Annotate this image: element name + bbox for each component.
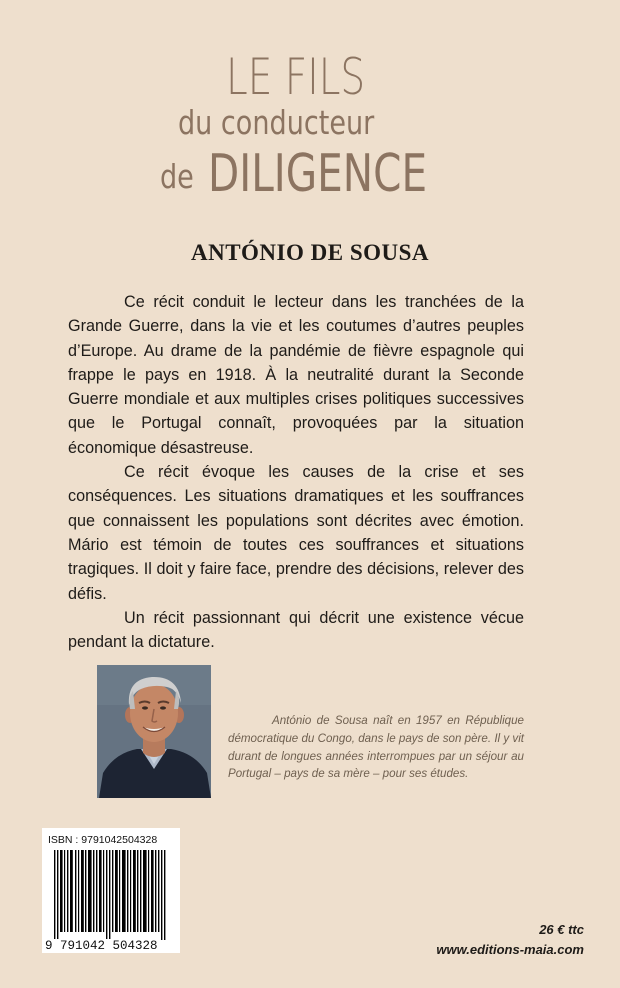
author-bio — [228, 712, 524, 783]
blurb-paragraph-2: Ce récit évoque les causes de la crise et ses conséquences. Les situations dramatiques et les souffrances que connaissent les populations sont décrites avec émotion. Mário est témoin de toutes ces souffrances et situations tragiques. Il doit y faire face, prendre des décisions, relever des défis. — [68, 463, 524, 603]
title-line-3-small: de — [160, 157, 194, 196]
author-name: ANTÓNIO DE SOUSA — [190, 240, 430, 265]
title-line-3-large: DILIGENCE — [208, 144, 428, 204]
title-line-1: LE FILS — [226, 48, 366, 106]
blurb-paragraph-3: Un récit passionnant qui décrit une existence vécue pendant la dictature. — [68, 608, 524, 652]
author-portrait-image — [97, 665, 211, 798]
title-line-2: du conducteur — [178, 103, 375, 142]
author-photo — [97, 665, 211, 798]
publisher-website: www.editions-maia.com — [436, 942, 584, 957]
blurb-paragraph-1: Ce récit conduit le lecteur dans les tranchées de la Grande Guerre, dans la vie et les coutumes d’autres peuples d’Europe. Au drame de la pandémie de fièvre espagnole qui frappe le pays en 1918. À la neutralité durant la Seconde Guerre mondiale et aux multiples crises politiques successives que le Portugal connaît, provoquées par la situation économique désastreuse. — [68, 293, 524, 457]
price: 26 € ttc — [539, 922, 584, 937]
barcode-number: 9 791042 504328 — [45, 939, 158, 953]
barcode-bars — [48, 850, 174, 940]
isbn-barcode — [42, 828, 180, 953]
isbn-label: ISBN : 9791042504328 — [48, 834, 158, 846]
back-cover-blurb — [68, 290, 524, 654]
author-bio-text: António de Sousa naît en 1957 en République démocratique du Congo, dans le pays de son père. Il y vit durant de longues années interrompues par un séjour au Portugal – pays de sa mère – pour ses études. — [228, 714, 524, 781]
